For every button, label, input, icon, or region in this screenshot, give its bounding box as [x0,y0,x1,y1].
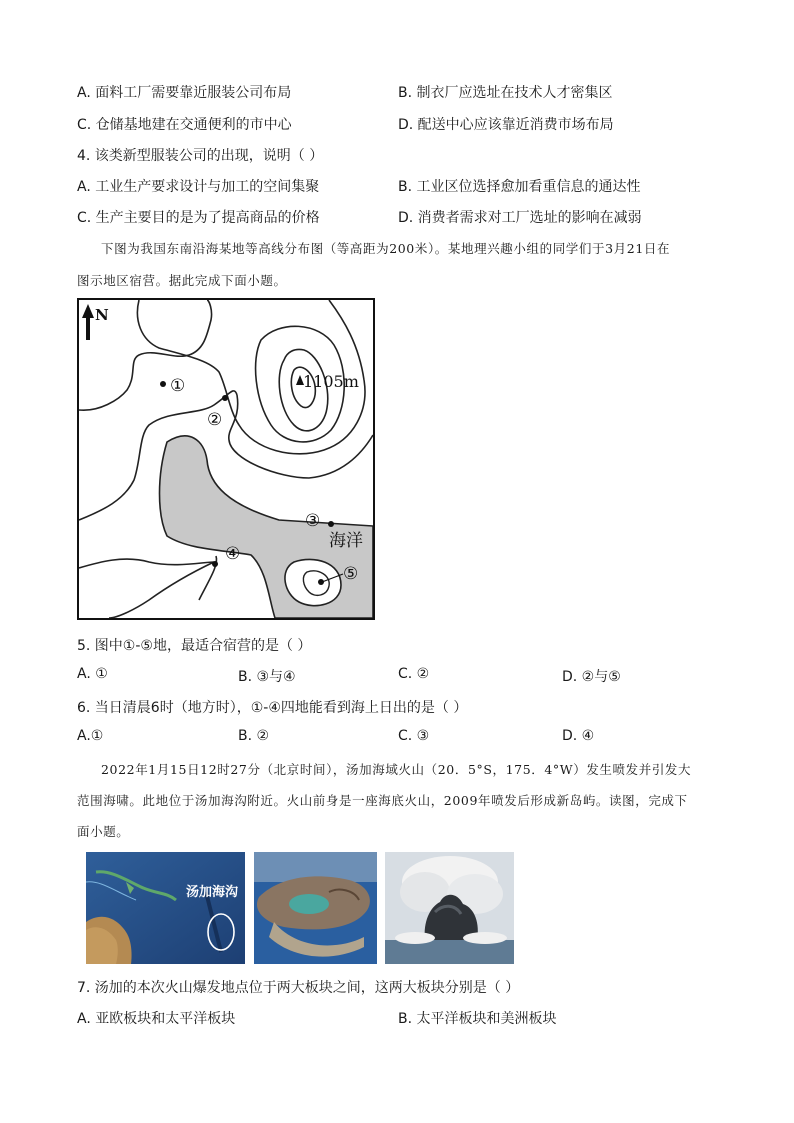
q6-option-c: C. ③ [398,728,430,744]
q5-option-b: B. ③与④ [238,669,296,685]
q3-option-a: A. 面料工厂需要靠近服装公司布局 [77,85,292,101]
q3-option-b: B. 制衣厂应选址在技术人才密集区 [398,85,613,101]
tonga-trench-map [86,852,245,964]
point-4-label: ④ [225,544,241,564]
passage1-line1: 下图为我国东南沿海某地等高线分布图（等高距为200米）。某地理兴趣小组的同学们于3月21日在 [101,241,671,256]
passage1-line2: 图示地区宿营。据此完成下面小题。 [77,273,287,288]
q3-option-d: D. 配送中心应该靠近消费市场布局 [398,117,614,133]
point-1-label: ① [170,376,186,396]
q5-stem: 5. 图中①-⑤地，最适合宿营的是（ ） [77,638,312,654]
q7-option-b: B. 太平洋板块和美洲板块 [398,1011,557,1027]
q4-option-a: A. 工业生产要求设计与加工的空间集聚 [77,179,320,195]
peak-label: 1105m [303,372,359,391]
volcanic-island-photo [254,852,377,964]
q5-option-c: C. ② [398,666,430,682]
q5-option-a: A. ① [77,666,108,682]
north-arrow-icon [82,304,94,340]
q6-stem: 6. 当日清晨6时（地方时），①-④四地能看到海上日出的是（ ） [77,700,468,716]
q6-option-b: B. ② [238,728,270,744]
q4-stem: 4. 该类新型服装公司的出现，说明（ ） [77,148,324,164]
passage2-line3: 面小题。 [77,824,130,839]
eruption-photo [385,852,514,964]
point-3-label: ③ [305,511,321,531]
passage2-line2: 范围海啸。此地位于汤加海沟附近。火山前身是一座海底火山，2009年喷发后形成新岛屿。读图，完成下 [77,793,688,808]
q4-option-d: D. 消费者需求对工厂选址的影响在减弱 [398,210,642,226]
point-2-label: ② [207,410,223,430]
island [285,559,341,605]
north-label: N [95,306,109,324]
contour-map [77,298,375,620]
q3-option-c: C. 仓储基地建在交通便利的市中心 [77,117,292,133]
ocean-label: 海洋 [329,531,363,551]
passage2-line1: 2022年1月15日12时27分（北京时间），汤加海域火山（20．5°S，175．4°W）发生喷发并引发大 [101,762,692,777]
q7-stem: 7. 汤加的本次火山爆发地点位于两大板块之间，这两大板块分别是（ ） [77,980,520,996]
q7-option-a: A. 亚欧板块和太平洋板块 [77,1011,236,1027]
q6-option-a: A.① [77,728,104,744]
tonga-trench-label: 汤加海沟 [186,885,239,900]
q4-option-b: B. 工业区位选择愈加看重信息的通达性 [398,179,641,195]
q4-option-c: C. 生产主要目的是为了提高商品的价格 [77,210,320,226]
q6-option-d: D. ④ [562,728,595,744]
q5-option-d: D. ②与⑤ [562,669,621,685]
point-5-label: ⑤ [343,564,359,584]
